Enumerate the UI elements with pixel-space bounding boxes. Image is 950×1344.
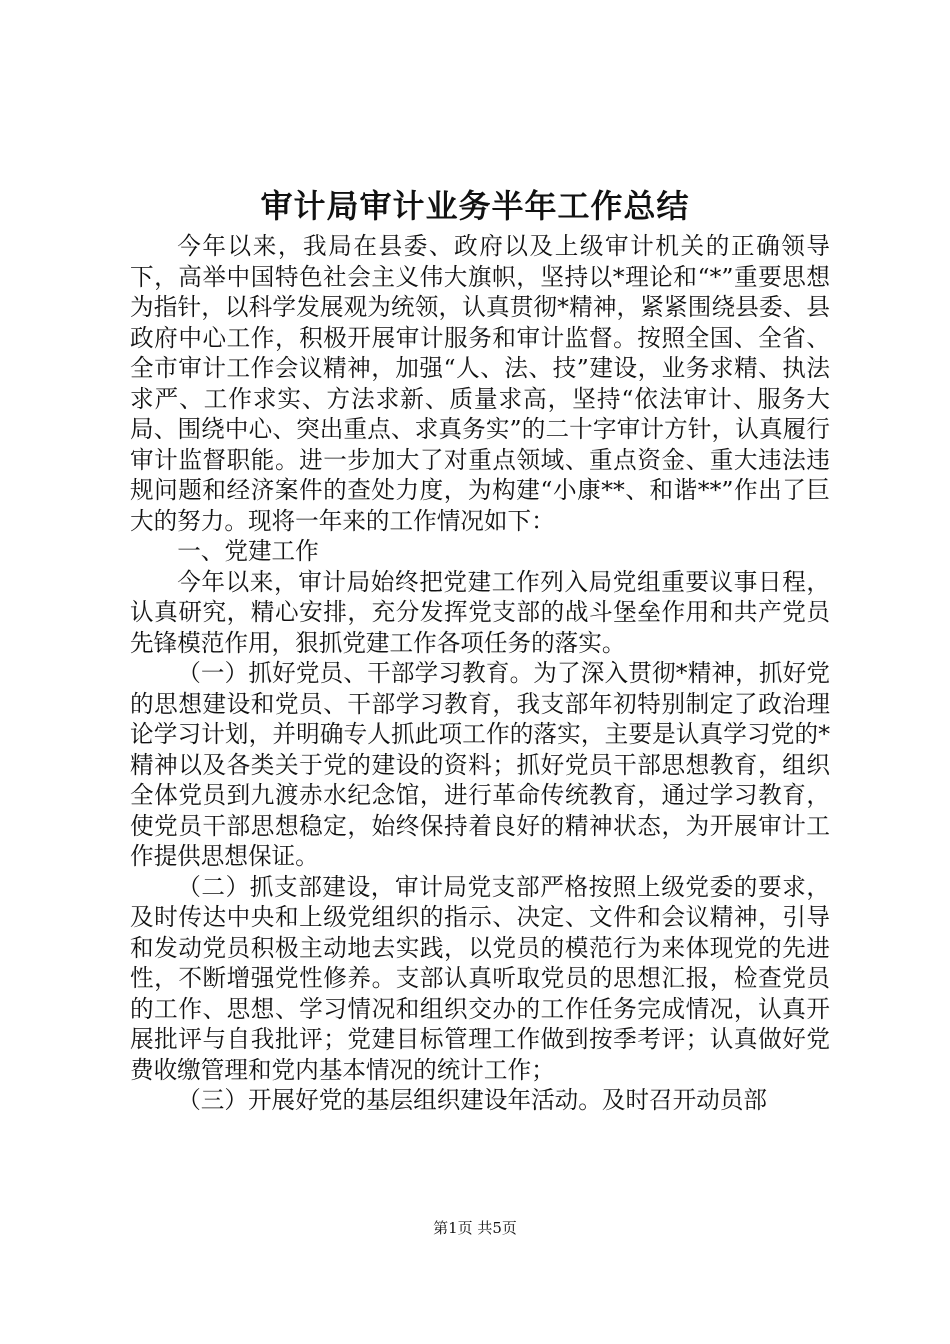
document-title: 审计局审计业务半年工作总结 (260, 187, 690, 225)
page-number: 第1页 共5页 (433, 1219, 517, 1237)
intro-paragraph: 今年以来，我局在县委、政府以及上级审计机关的正确领导下，高举中国特色社会主义伟大旗帜，坚持以*理论和“*”重要思想为指针，以科学发展观为统领，认真贯彻*精神，紧紧围绕县委、县政府中心工作，积极开展审计服务和审计监督。按照全国、全省、全市审计工作会议精神，加强“人、法、技”建设，业务求精、执法求严、工作求实、方法求新、质量求高，坚持“依法审计、服务大局、围绕中心、突出重点、求真务实”的二十字审计方针，认真履行审计监督职能。进一步加大了对重点领域、重点资金、重大违法违规问题和经济案件的查处力度，为构建“小康**、和谐**”作出了巨大的努力。现将一年来的工作情况如下： (130, 232, 830, 535)
grassroots-activity-paragraph: （三）开展好党的基层组织建设年活动。及时召开动员部 (177, 1086, 768, 1114)
branch-building-paragraph: （二）抓支部建设，审计局党支部严格按照上级党委的要求，及时传达中央和上级党组织的指示、决定、文件和会议精神，引导和发动党员积极主动地去实践，以党员的模范行为来体现党的先进性，不断增强党性修养。支部认真听取党员的思想汇报，检查党员的工作、思想、学习情况和组织交办的工作任务完成情况，认真开展批评与自我批评；党建目标管理工作做到按季考评；认真做好党费收缴管理和党内基本情况的统计工作； (130, 872, 830, 1084)
document-body (130, 231, 830, 1116)
study-education-paragraph: （一）抓好党员、干部学习教育。为了深入贯彻*精神，抓好党的思想建设和党员、干部学习教育，我支部年初特别制定了政治理论学习计划，并明确专人抓此项工作的落实，主要是认真学习党的*精神以及各类关于党的建设的资料；抓好党员干部思想教育，组织全体党员到九渡赤水纪念馆，进行革命传统教育，通过学习教育，使党员干部思想稳定，始终保持着良好的精神状态，为开展审计工作提供思想保证。 (130, 659, 830, 870)
party-building-paragraph: 今年以来，审计局始终把党建工作列入局党组重要议事日程，认真研究，精心安排，充分发挥党支部的战斗堡垒作用和共产党员先锋模范作用，狠抓党建工作各项任务的落实。 (130, 567, 830, 657)
section-heading-party-building: 一、党建工作 (177, 537, 319, 565)
